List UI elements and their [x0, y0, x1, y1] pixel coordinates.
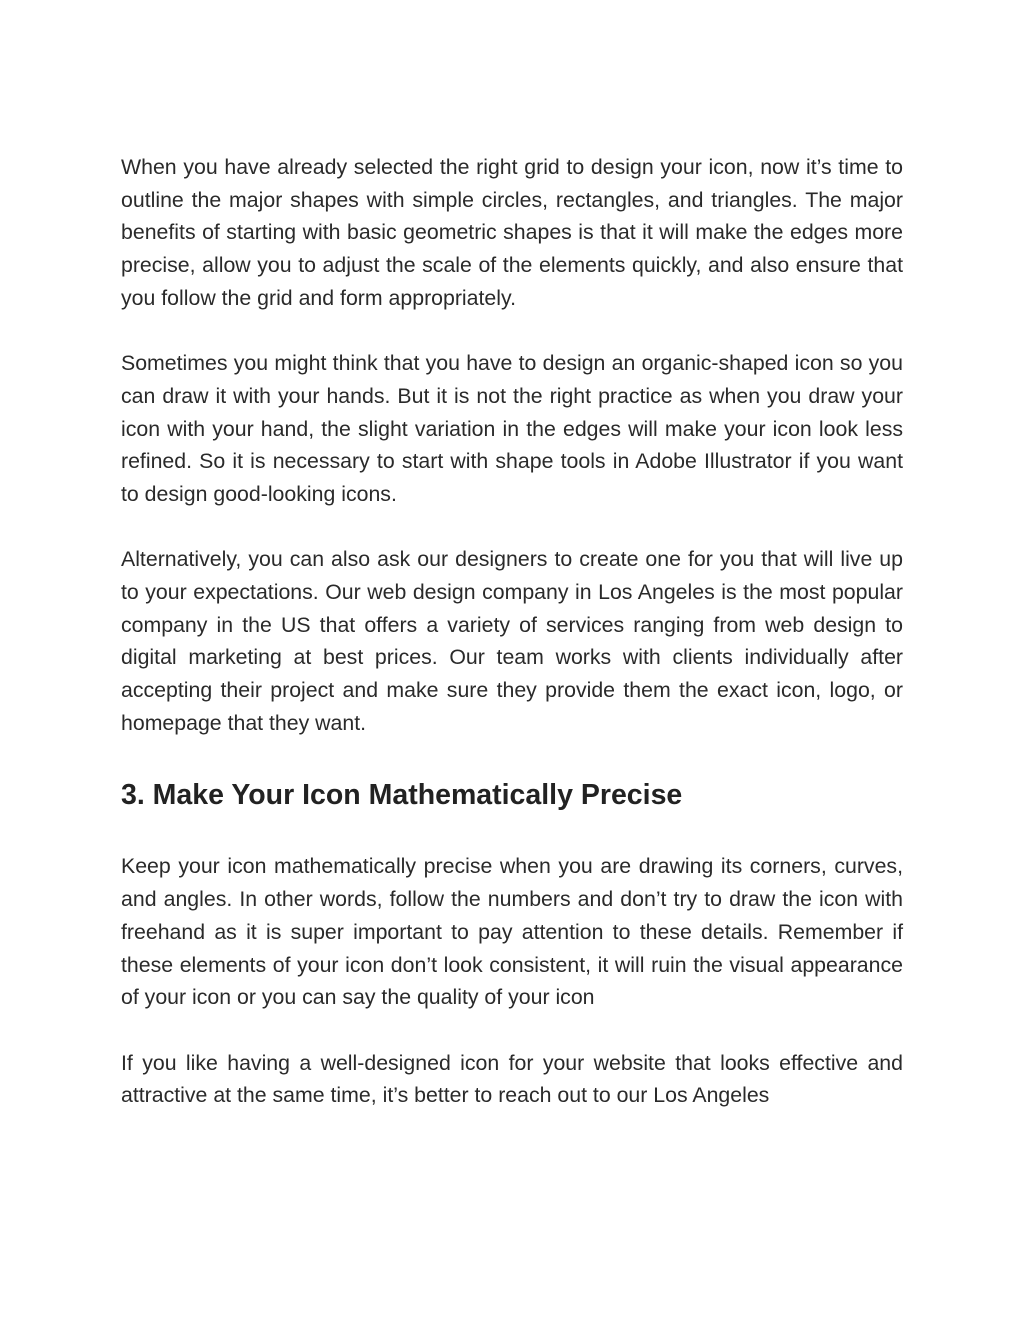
paragraph-precise: Keep your icon mathematically precise when you are drawing its corners, curves, and angles. In other words, follow the numbers and don’t try to draw the icon with freehand as it is super important to pay attention to these details. Remember if these elements of your icon don’t look consistent, it will ruin the visual appearance of your icon or you can say the quality of your icon [121, 854, 903, 1010]
paragraph-organic-shapes: Sometimes you might think that you have to design an organic-shaped icon so you can draw it with your hands. But it is not the right practice as when you draw your icon with your hand, the slight variation in the edges will make your icon look less refined. So it is necessary to start with shape tools in Adobe Illustrator if you want to design good-looking icons. [121, 351, 903, 506]
paragraph-well-designed: If you like having a well-designed icon for your website that looks effective and attractive at the same time, it’s better to reach out to our Los Angeles [121, 1050, 903, 1108]
paragraph-grid-shapes: When you have already selected the right grid to design your icon, now it’s time to outline the major shapes with simple circles, rectangles, and triangles. The major benefits of starting with basic geometric shapes is that it will make the edges more precise, allow you to adjust the scale of the elements quickly, and also ensure that you follow the grid and form appropriately. [121, 155, 903, 310]
document-body [121, 151, 903, 1112]
paragraph-designers: Alternatively, you can also ask our designers to create one for you that will live up to your expectations. Our web design company in Los Angeles is the most popular company in the US that offers a variety of services ranging from web design to digital marketing at best prices. Our team works with clients individually after accepting their project and make sure they provide them the exact icon, logo, or homepage that they want. [121, 547, 903, 735]
section-heading: 3. Make Your Icon Mathematically Precise [121, 779, 683, 812]
